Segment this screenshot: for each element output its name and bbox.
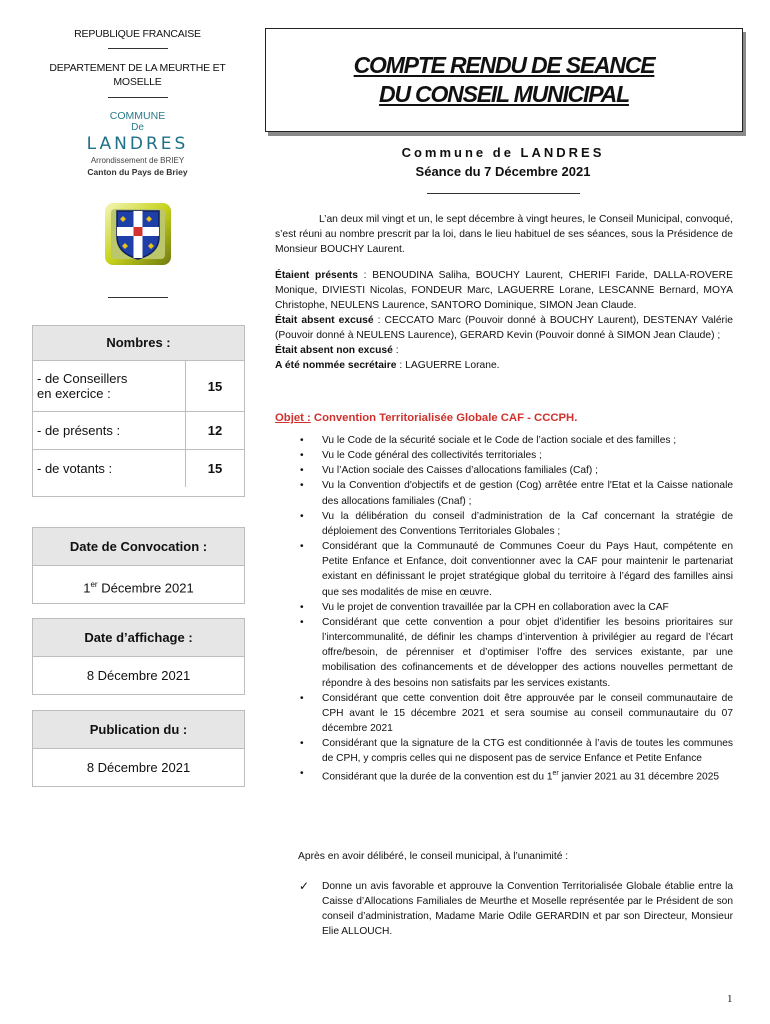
convocation-date	[33, 566, 244, 603]
non-excuse-label: Était absent non excusé	[275, 345, 393, 356]
canton-label: Canton du Pays de Briey	[87, 167, 188, 177]
excuse-line	[275, 313, 733, 343]
commune-label: COMMUNE	[109, 110, 166, 122]
apres-deliberation: Après en avoir délibéré, le conseil municipal, à l’unanimité :	[298, 851, 569, 862]
affichage-title: Date d’affichage :	[33, 619, 244, 657]
conseillers-value: 15	[185, 361, 244, 411]
nombres-title: Nombres :	[33, 326, 244, 361]
convocation-box	[32, 527, 245, 604]
item-text: Considérant que la durée de la convention est du 1	[322, 771, 553, 783]
divider	[108, 48, 168, 49]
presents-value: 12	[185, 412, 244, 449]
departement-label	[32, 61, 243, 89]
arrondissement-label: Arrondissement de BRIEY	[90, 156, 185, 165]
list-item: • Considérant que la signature de la CTG est conditionnée à l’avis de toutes les communes de CPH, y compris celles qui ne disposent pas de service Enfance et Petite Enfance	[275, 736, 733, 766]
departement-line1: DEPARTEMENT DE LA MEURTHE ET	[49, 62, 226, 74]
publication-box	[32, 710, 245, 787]
title-box	[265, 28, 743, 132]
presents-line	[275, 268, 733, 313]
objet-label: Objet :	[275, 412, 311, 424]
decision-block	[275, 879, 733, 940]
list-item: • Vu le projet de convention travaillée par la CPH en collaboration avec la CAF	[275, 600, 733, 615]
objet-heading	[275, 412, 577, 424]
date-rest: Décembre 2021	[97, 580, 194, 596]
non-excuse-text: :	[392, 345, 399, 356]
label-line: en exercice :	[37, 386, 111, 401]
publication-date: 8 Décembre 2021	[86, 760, 191, 775]
decision-text: Donne un avis favorable et approuve la Convention Territorialisée Globale établie entre la Caisse d’Allocations Familiales de Meurthe et Moselle représentée par le Président de son conseil d’administration, Madame Marie Odile GERARDIN et par son Directeur, Monsieur Elie ALLOUCH.	[322, 881, 733, 938]
checkmark-icon: ✓	[299, 879, 310, 893]
list-item: • Vu le Code de la sécurité sociale et le Code de l’action sociale et des familles ;	[275, 433, 733, 448]
list-item: • Vu la Convention d'objectifs et de gestion (Cog) arrêtée entre l'Etat et la Caisse nationale des allocations familiales (Cnaf) ;	[275, 478, 733, 508]
list-item: • Considérant que cette convention doit être approuvée par le conseil communautaire de CPH avant le 15 décembre 2021 et sera soumise au conseil communautaire du 07 décembre 2021	[275, 691, 733, 736]
presents-label: Étaient présents	[275, 270, 358, 281]
affichage-date: 8 Décembre 2021	[86, 668, 191, 683]
item-sup: er	[552, 770, 559, 778]
coat-of-arms-icon	[103, 201, 173, 267]
secretaire-line	[275, 358, 733, 373]
departement-line2: MOSELLE	[113, 76, 162, 88]
commune-title: Commune de LANDRES	[401, 145, 605, 160]
row-label: - de votants :	[37, 461, 113, 476]
considerants-list	[275, 433, 733, 785]
votants-value: 15	[185, 450, 244, 487]
republique-label: REPUBLIQUE FRANCAISE	[74, 28, 201, 40]
intro-paragraph: L’an deux mil vingt et un, le sept décembre à vingt heures, le Conseil Municipal, convoqué, s’est réuni au nombre prescrit par la loi, dans le lieu habituel de ses séances, sous la Présidence de Monsieur BOUCHY Laurent.	[275, 214, 733, 255]
list-item: • Considérant que la Communauté de Communes Coeur du Pays Haut, compétente en Petite Enfance et Enfance, doit conventionner avec la CAF pour maintenir le partenariat existant en définissant le projet stratégique global du territoire à l’égard des familles ainsi que ses modalités de mise en œuvre.	[275, 539, 733, 600]
row-label	[33, 361, 185, 411]
left-column	[32, 24, 243, 298]
convocation-title: Date de Convocation :	[33, 528, 244, 566]
nombres-table	[32, 325, 245, 497]
item-text: janvier 2021 au 31 décembre 2025	[558, 771, 720, 783]
commune-name: LANDRES	[86, 134, 189, 154]
table-row	[33, 412, 244, 450]
date-day: 1	[83, 580, 91, 596]
divider	[108, 297, 168, 298]
list-item: • Vu la délibération du conseil d’administration de la Caf concernant la stratégie de déploiement des Conventions Territoriales Globales ;	[275, 509, 733, 539]
list-item: • Vu le Code général des collectivités territoriales ;	[275, 448, 733, 463]
list-item: • Considérant que cette convention a pour objet d’identifier les besoins prioritaires sur l’intercommunalité, de définir les champs d’intervention à privilégier au regard de l’écart offre/besoin, de pérenniser et d’optimiser l’offre des services existante, par une mobilisation des cofinancements et de développer des actions nouvelles permettant de répondre à des besoins non satisfaits par les services existants.	[275, 615, 733, 691]
excuse-text: : CECCATO Marc (Pouvoir donné à BOUCHY Laurent), DESTENAY Valérie (Pouvoir donné à NEULENS Laurence), GERARD Kevin (Pouvoir donné à SIMON Jean Claude) ;	[275, 315, 733, 341]
page-number: 1	[727, 993, 733, 1005]
seance-title: Séance du 7 Décembre 2021	[415, 164, 591, 179]
affichage-box	[32, 618, 245, 695]
attendance-block	[275, 268, 733, 373]
table-row	[33, 361, 244, 412]
list-item: • Vu l’Action sociale des Caisses d’allocations familiales (Caf) ;	[275, 463, 733, 478]
title-line1: COMPTE RENDU DE SEANCE	[353, 52, 655, 78]
date-sup: er	[90, 580, 98, 589]
divider	[427, 193, 580, 194]
de-label: De	[131, 122, 144, 133]
secretaire-text: : LAGUERRE Lorane.	[396, 360, 500, 371]
table-row	[33, 450, 244, 487]
secretaire-label: A été nommée secrétaire	[275, 360, 397, 371]
title-line2: DU CONSEIL MUNICIPAL	[379, 81, 629, 107]
divider	[108, 97, 168, 98]
non-excuse-line	[275, 343, 733, 358]
list-item	[275, 766, 733, 785]
row-label: - de présents :	[37, 423, 121, 438]
label-line: - de Conseillers	[37, 371, 128, 386]
presents-text: : BENOUDINA Saliha, BOUCHY Laurent, CHERIFI Faride, DALLA-ROVERE Monique, DIVIESTI Nicolas, FONDEUR Marc, LAGUERRE Lorane, LESCANNE Bernard, MOYA Christophe, NEULENS Laurence, SANTORO Dominique, SIMON Jean Claude.	[275, 270, 733, 311]
excuse-label: Était absent excusé	[275, 315, 374, 326]
objet-text: Convention Territorialisée Globale CAF - CCCPH.	[310, 412, 578, 424]
publication-title: Publication du :	[33, 711, 244, 749]
